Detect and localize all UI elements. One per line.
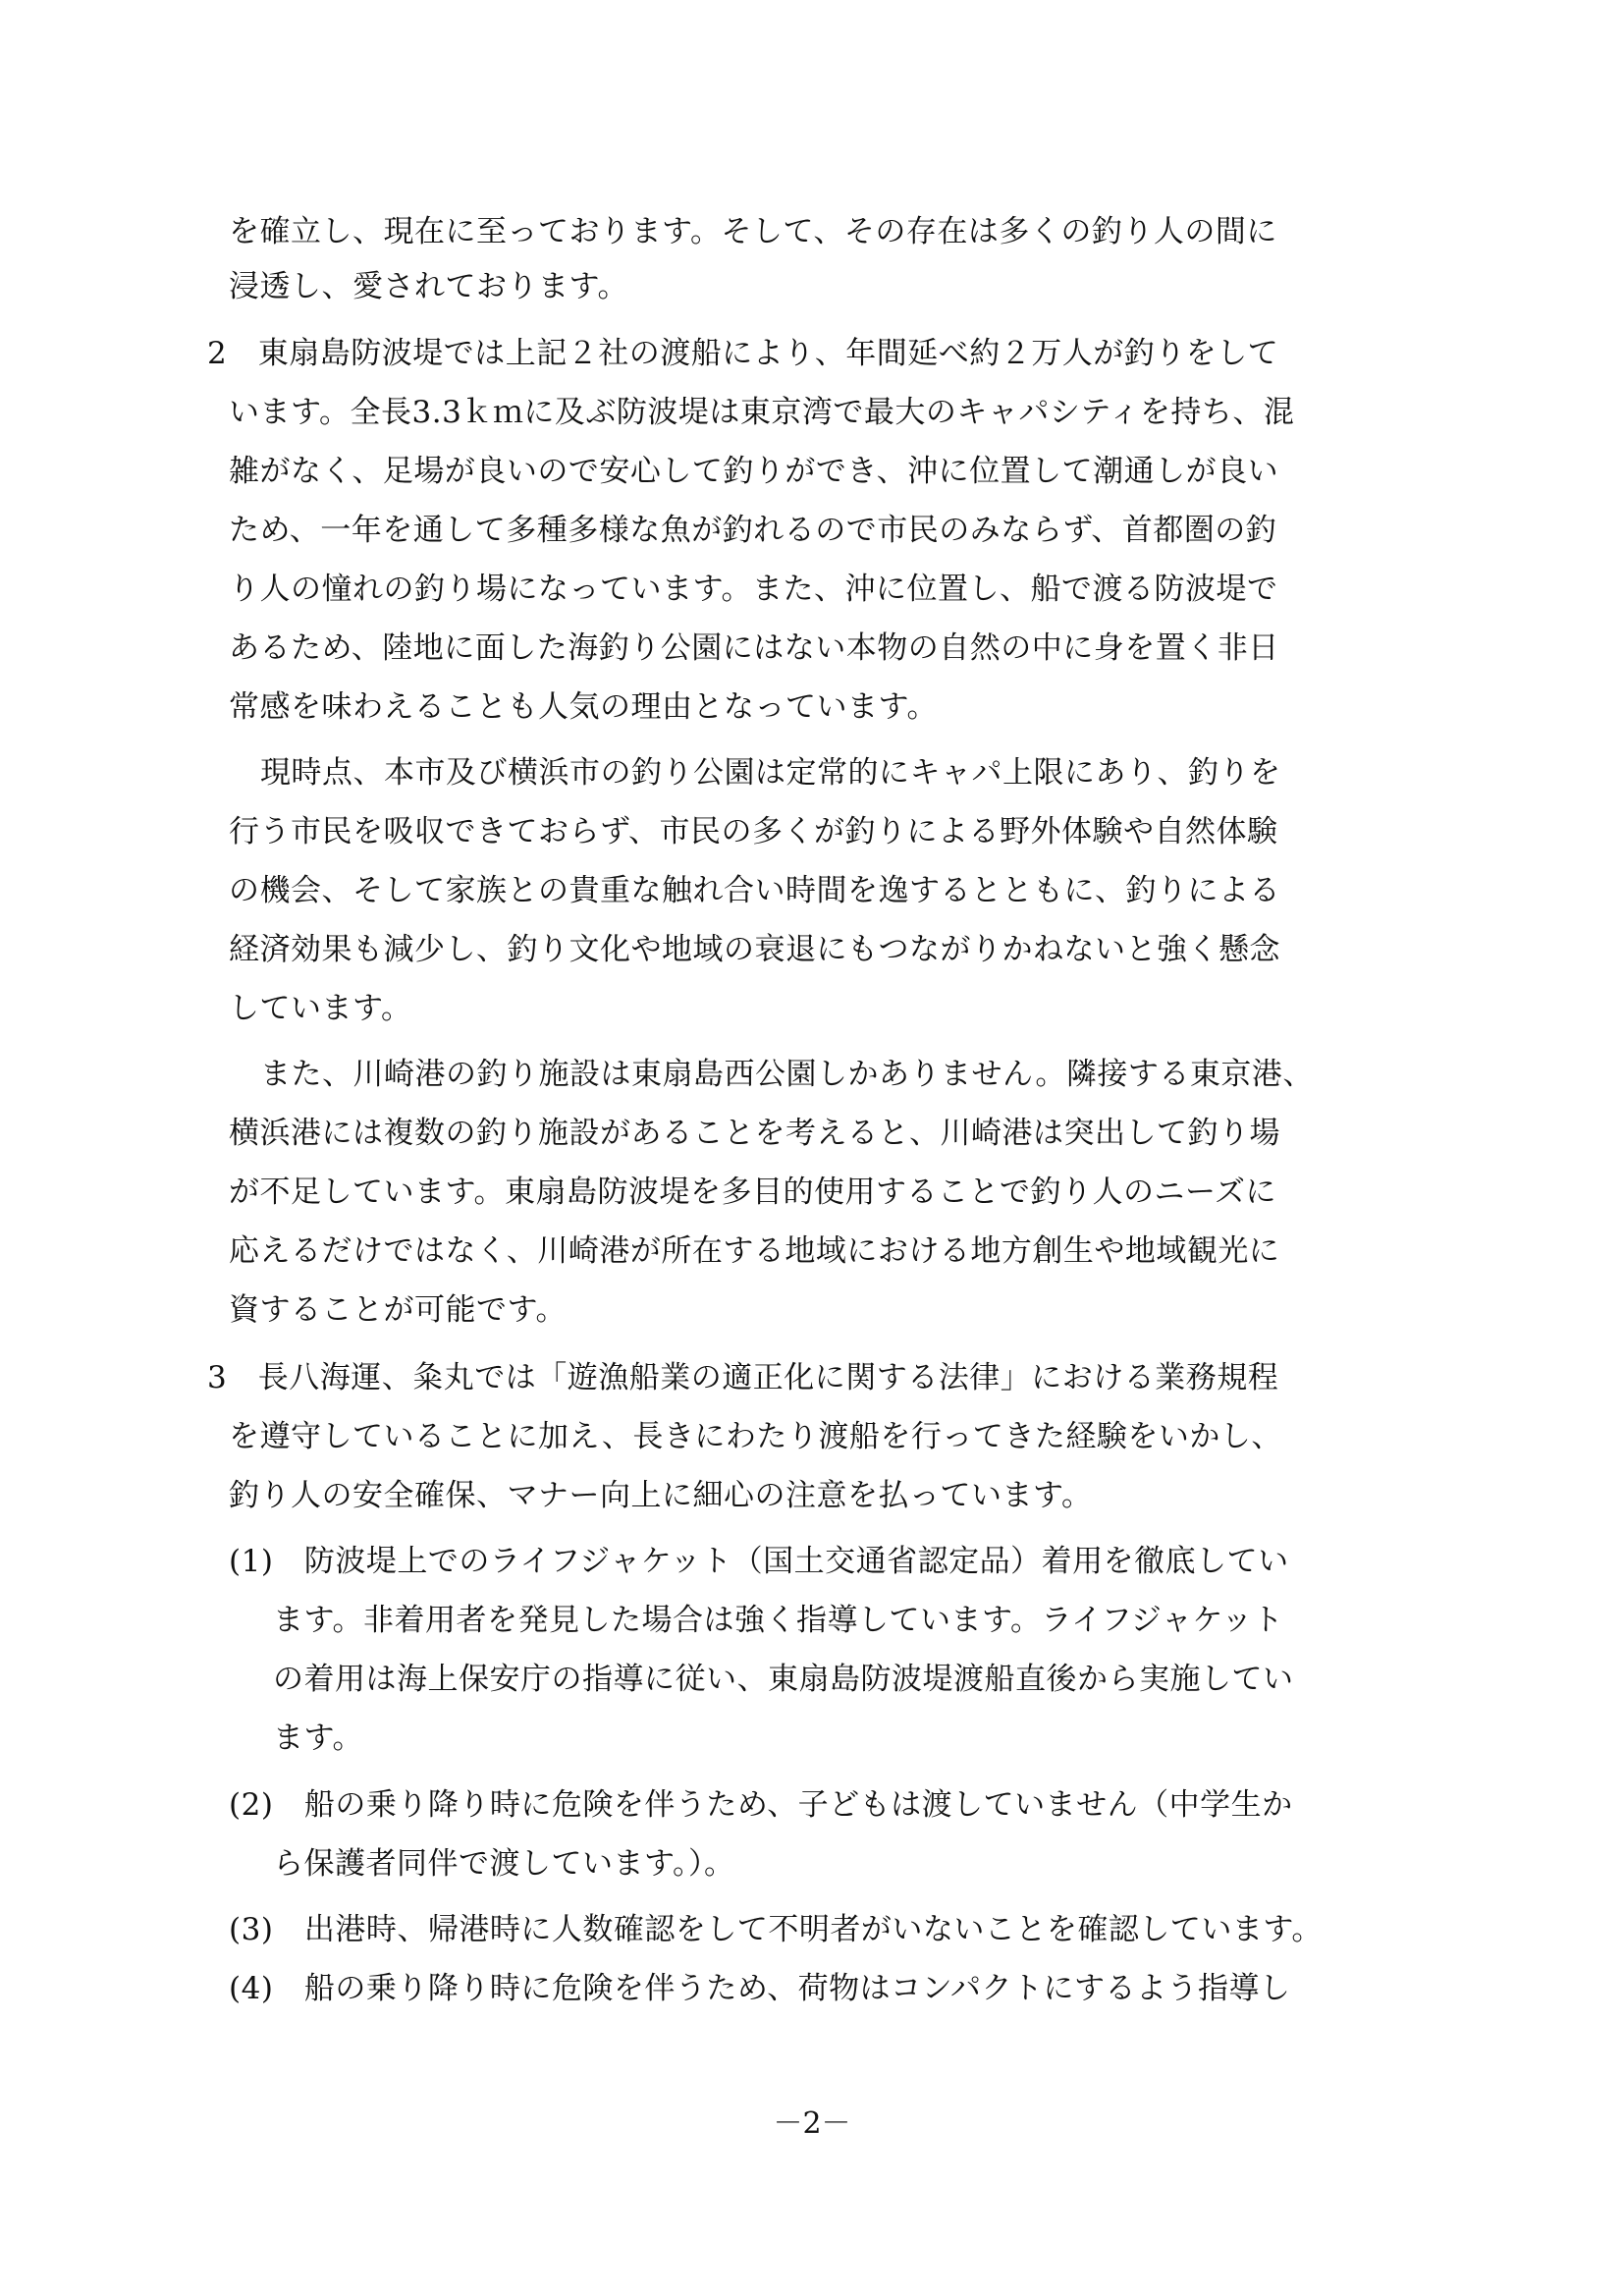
text-line: 資することが可能です。 — [229, 1292, 568, 1328]
text-line: います。全長3.3ｋｍに及ぶ防波堤は東京湾で最大のキャパシティを持ち、混 — [229, 395, 1295, 430]
text-line: 浸透し、愛されております。 — [229, 269, 629, 304]
text-line: を遵守していることに加え、長きにわたり渡船を行ってきた経験をいかし、 — [229, 1419, 1282, 1454]
text-line: ため、一年を通して多種多様な魚が釣れるので市民のみならず、首都圏の釣 — [229, 513, 1277, 548]
text-line: ます。 — [273, 1721, 364, 1756]
text-line: あるため、陸地に面した海釣り公園にはない本物の自然の中に身を置く非日 — [229, 630, 1279, 666]
text-line: 応えるだけではなく、川崎港が所在する地域における地方創生や地域観光に — [229, 1233, 1280, 1269]
text-line: ら保護者同伴で渡しています。）。 — [273, 1846, 735, 1882]
text-line: 常感を味わえることも人気の理由となっています。 — [229, 689, 939, 725]
text-line: り人の憧れの釣り場になっています。また、沖に位置し、船で渡る防波堤で — [229, 572, 1278, 607]
text-line: 経済効果も減少し、釣り文化や地域の衰退にもつながりかねないと強く懸念 — [229, 932, 1280, 967]
text-line: しています。 — [229, 991, 412, 1026]
numbered-item-2: 2 東扇島防波堤では上記２社の渡船により、年間延べ約２万人が釣りをして — [207, 336, 1279, 371]
text-line: 釣り人の安全確保、マナー向上に細心の注意を払っています。 — [229, 1478, 1093, 1513]
sub-item-4: (4) 船の乗り降り時に危険を伴うため、荷物はコンパクトにするよう指導し — [229, 1971, 1291, 2006]
sub-item-1: (1) 防波堤上でのライフジャケット（国土交通省認定品）着用を徹底してい — [229, 1544, 1289, 1579]
text-line: 行う市民を吸収できておらず、市民の多くが釣りによる野外体験や自然体験 — [229, 814, 1278, 849]
sub-item-3: (3) 出港時、帰港時に人数確認をして不明者がいないことを確認しています。 — [229, 1912, 1323, 1947]
page-number: －2－ — [773, 2106, 851, 2141]
text-line: の機会、そして家族との貴重な触れ合い時間を逸するとともに、釣りによる — [229, 873, 1280, 908]
text-line: を確立し、現在に至っております。そして、その存在は多くの釣り人の間に — [229, 214, 1277, 249]
text-line: ます。非着用者を発見した場合は強く指導しています。ライフジャケット — [273, 1603, 1284, 1638]
text-line: また、川崎港の釣り施設は東扇島西公園しかありません。隣接する東京港、 — [260, 1057, 1314, 1092]
text-line: が不足しています。東扇島防波堤を多目的使用することで釣り人のニーズに — [229, 1175, 1276, 1210]
text-line: 雑がなく、足場が良いので安心して釣りができ、沖に位置して潮通しが良い — [229, 454, 1279, 489]
numbered-item-3: 3 長八海運、粂丸では「遊漁船業の適正化に関する法律」における業務規程 — [207, 1360, 1279, 1395]
text-line: の着用は海上保安庁の指導に従い、東扇島防波堤渡船直後から実施してい — [273, 1662, 1294, 1697]
text-line: 現時点、本市及び横浜市の釣り公園は定常的にキャパ上限にあり、釣りを — [260, 755, 1281, 791]
text-line: 横浜港には複数の釣り施設があることを考えると、川崎港は突出して釣り場 — [229, 1116, 1280, 1151]
sub-item-2: (2) 船の乗り降り時に危険を伴うため、子どもは渡していません（中学生か — [229, 1787, 1293, 1823]
